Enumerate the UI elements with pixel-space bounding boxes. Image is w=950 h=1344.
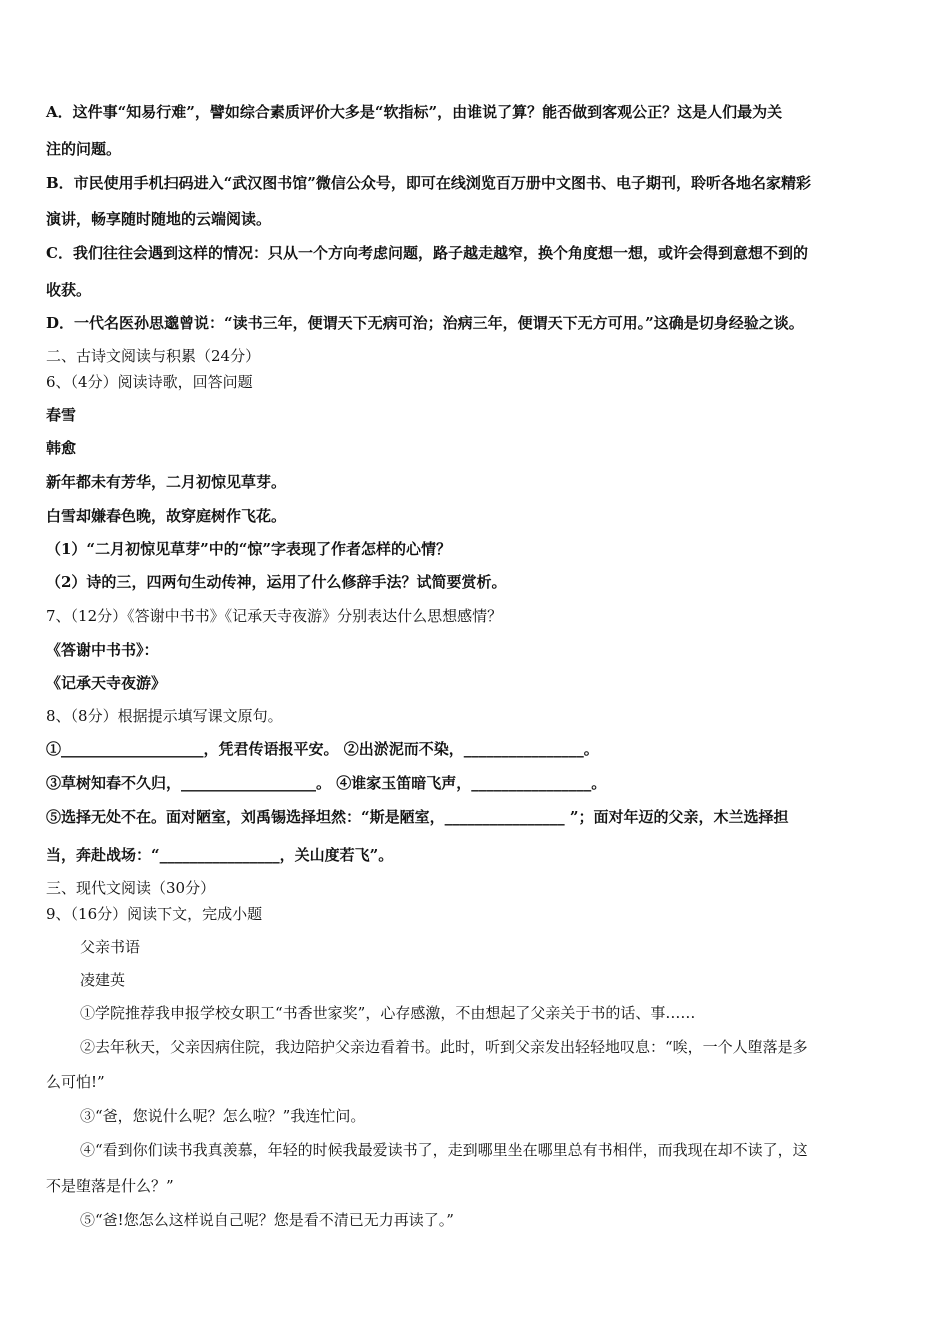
- option-d-line1: D．一代名医孙思邈曾说：“读书三年，便谓天下无病可治；治病三年，便谓天下无方可用。”这确是切身经验之谈。: [46, 314, 804, 332]
- paragraph-2-line-1: ②去年秋天，父亲因病住院，我边陪护父亲边看着书。此时，听到父亲发出轻轻地叹息：“唉，一个人堕落是多: [80, 1038, 808, 1056]
- question-8-line-1: ①___________________，凭君传语报平安。 ②出淤泥而不染，________________。: [46, 740, 599, 758]
- section2-heading: 二、古诗文阅读与积累（24分）: [46, 347, 261, 365]
- article-author: 凌建英: [80, 971, 126, 989]
- question-8-line-4: 当，奔赴战场：“________________，关山度若飞”。: [46, 846, 394, 864]
- question-9: 9、（16分）阅读下文，完成小题: [46, 905, 263, 923]
- paragraph-3: ③“爸，您说什么呢？怎么啦？”我连忙问。: [80, 1107, 366, 1125]
- paragraph-4-line-2: 不是堕落是什么？”: [46, 1177, 174, 1195]
- option-c-line2: 收获。: [46, 281, 92, 299]
- question-8: 8、（8分）根据提示填写课文原句。: [46, 707, 283, 725]
- option-a-line2: 注的问题。: [46, 140, 122, 158]
- article-title: 父亲书语: [80, 938, 141, 956]
- question-7-b: 《记承天寺夜游》: [46, 674, 167, 692]
- option-a-line1: A．这件事“知易行难”，譬如综合素质评价大多是“软指标”，由谁说了算？能否做到客观公正？这是人们最为关: [46, 103, 783, 121]
- option-b-line1: B．市民使用手机扫码进入“武汉图书馆”微信公众号，即可在线浏览百万册中文图书、电子期刊，聆听各地名家精彩: [46, 174, 811, 192]
- question-8-line-2: ③草树知春不久归，__________________。 ④谁家玉笛暗飞声，________________。: [46, 774, 607, 792]
- question-7: 7、（12分）《答谢中书书》《记承天寺夜游》分别表达什么思想感情？: [46, 607, 503, 625]
- question-6-2: （2）诗的三，四两句生动传神，运用了什么修辞手法？试简要赏析。: [46, 573, 507, 591]
- option-b-line2: 演讲，畅享随时随地的云端阅读。: [46, 210, 272, 228]
- question-6-1: （1）“二月初惊见草芽”中的“惊”字表现了作者怎样的心情？: [46, 540, 451, 558]
- question-6: 6、（4分）阅读诗歌，回答问题: [46, 373, 253, 391]
- poem-title: 春雪: [46, 406, 77, 424]
- paragraph-2-line-2: 么可怕!”: [46, 1073, 105, 1091]
- section3-heading: 三、现代文阅读（30分）: [46, 879, 216, 897]
- paragraph-5: ⑤“爸!您怎么这样说自己呢？您是看不清已无力再读了。”: [80, 1211, 454, 1229]
- poem-line-2: 白雪却嫌春色晚，故穿庭树作飞花。: [46, 507, 287, 525]
- question-8-line-3: ⑤选择无处不在。面对陋室，刘禹锡选择坦然：“斯是陋室，________________ ”；面对年迈的父亲，木兰选择担: [46, 808, 789, 826]
- paragraph-4-line-1: ④“看到你们读书我真羡慕，年轻的时候我最爱读书了，走到哪里坐在哪里总有书相伴，而我现在却不读了，这: [80, 1141, 808, 1159]
- poem-author: 韩愈: [46, 439, 77, 457]
- poem-line-1: 新年都未有芳华，二月初惊见草芽。: [46, 473, 287, 491]
- question-7-a: 《答谢中书书》：: [46, 641, 159, 659]
- paragraph-1: ①学院推荐我申报学校女职工“书香世家奖”，心存感激，不由想起了父亲关于书的话、事……: [80, 1004, 696, 1022]
- option-c-line1: C．我们往往会遇到这样的情况：只从一个方向考虑问题，路子越走越窄，换个角度想一想，或许会得到意想不到的: [46, 244, 808, 262]
